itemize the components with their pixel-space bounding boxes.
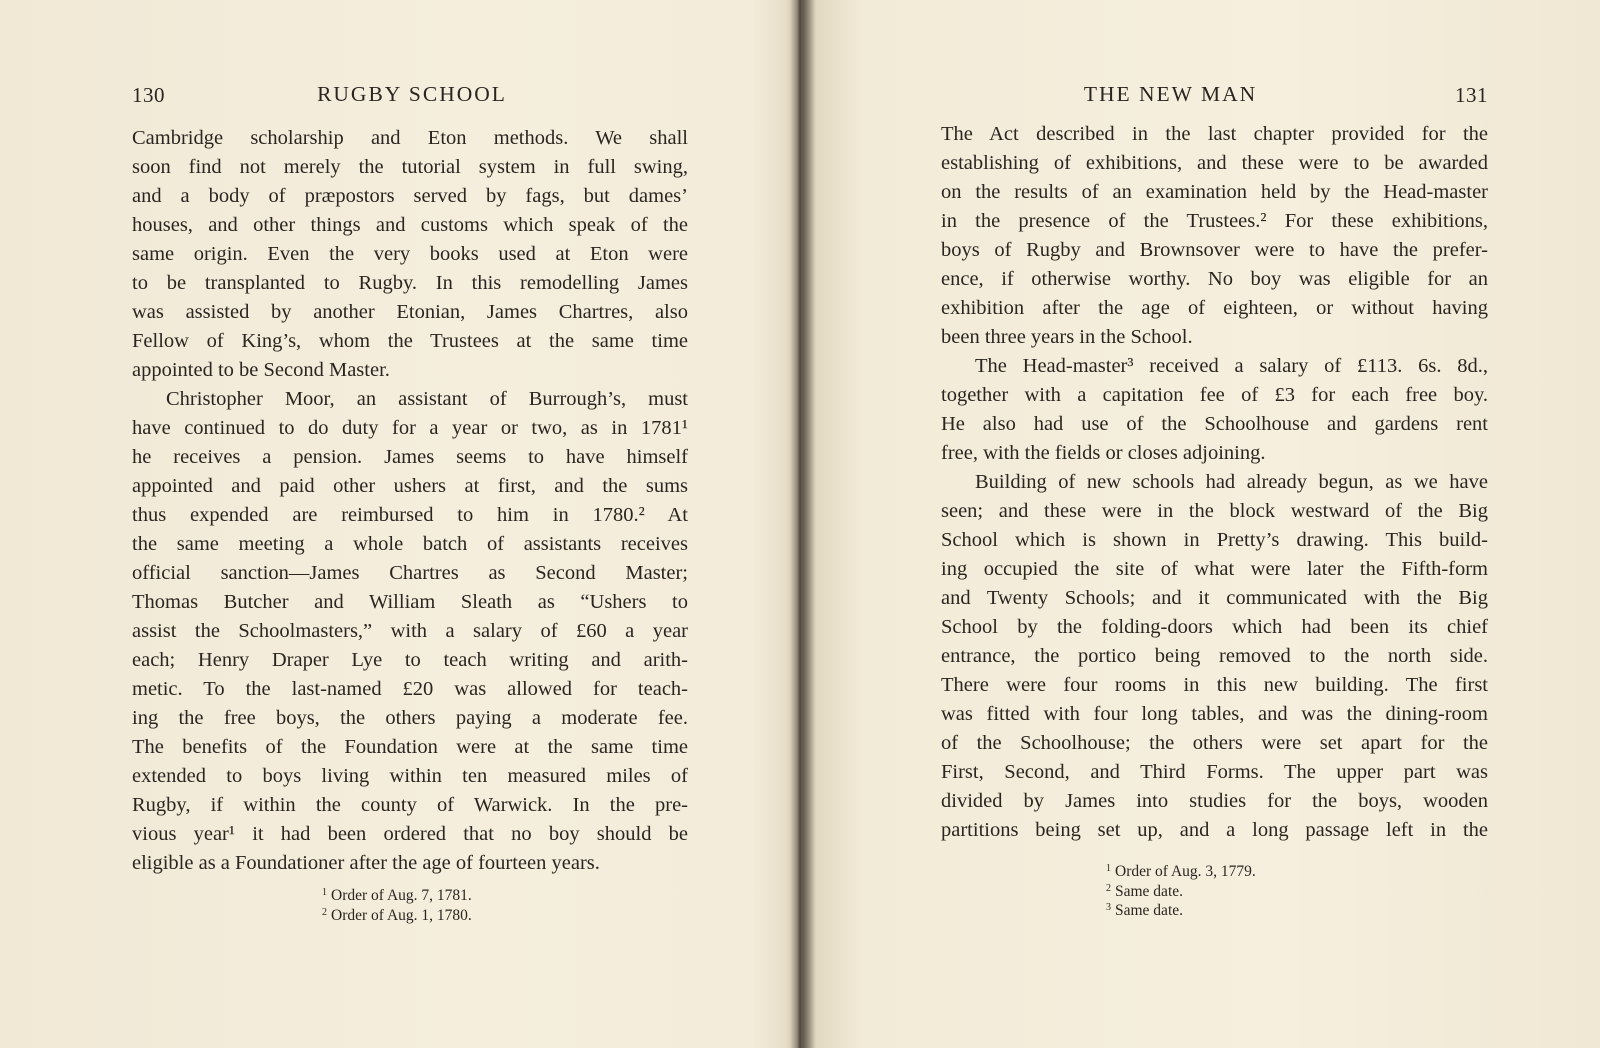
footnote: [1106, 882, 1256, 902]
text-line: ing occupied the site of what were later the Fifth-form: [941, 558, 1488, 580]
text-line: Thomas Butcher and William Sleath as “Ushers to: [132, 591, 688, 613]
text-line: Christopher Moor, an assistant of Burrough’s, must: [166, 388, 688, 410]
footnote: [322, 906, 472, 926]
footnotes: [1106, 862, 1256, 921]
text-line: entrance, the portico being removed to the north side.: [941, 645, 1488, 667]
footnote-mark: 1: [322, 887, 327, 898]
text-line: The Act described in the last chapter provided for the: [941, 123, 1488, 145]
text-line: ence, if otherwise worthy. No boy was eligible for an: [941, 268, 1488, 290]
footnote-mark: 2: [1106, 882, 1111, 894]
text-line: of the Schoolhouse; the others were set apart for the: [941, 732, 1488, 754]
footnote-text: Order of Aug. 3, 1779.: [1115, 863, 1256, 880]
running-title: THE NEW MAN: [1083, 82, 1258, 106]
text-line: Building of new schools had already begun, as we have: [975, 471, 1488, 493]
text-line: ing the free boys, the others paying a moderate fee.: [132, 707, 688, 729]
text-line: The benefits of the Foundation were at the same time: [132, 736, 688, 758]
text-line: each; Henry Draper Lye to teach writing and arith-: [132, 649, 688, 671]
footnote-text: Order of Aug. 7, 1781.: [331, 887, 472, 904]
text-line: Cambridge scholarship and Eton methods. We shall: [132, 127, 688, 149]
footnote: [1106, 862, 1256, 882]
body-text: [132, 124, 688, 878]
text-line: metic. To the last-named £20 was allowed for teach-: [132, 678, 688, 700]
text-line: School which is shown in Pretty’s drawing. This build-: [941, 529, 1488, 551]
text-line: partitions being set up, and a long passage left in the: [941, 819, 1488, 841]
text-line: School by the folding-doors which had been its chief: [941, 616, 1488, 638]
text-line: seen; and these were in the block westward of the Big: [941, 500, 1488, 522]
text-line: First, Second, and Third Forms. The upper part was: [941, 761, 1488, 783]
text-line: extended to boys living within ten measured miles of: [132, 765, 688, 787]
text-line: and a body of præpostors served by fags, but dames’: [132, 185, 688, 207]
text-line: establishing of exhibitions, and these were to be awarded: [941, 152, 1488, 174]
text-line: was fitted with four long tables, and was the dining-room: [941, 703, 1488, 725]
text-line: He also had use of the Schoolhouse and gardens rent: [941, 413, 1488, 435]
book-gutter: [786, 0, 814, 1048]
text-line: boys of Rugby and Brownsover were to have the prefer-: [941, 239, 1488, 261]
text-line: assist the Schoolmasters,” with a salary of £60 a year: [132, 620, 688, 642]
text-line: soon find not merely the tutorial system in full swing,: [132, 156, 688, 178]
running-title: RUGBY SCHOOL: [317, 82, 507, 106]
footnote: [1106, 901, 1256, 921]
paragraph: [941, 468, 1488, 845]
text-line: been three years in the School.: [941, 326, 1193, 348]
footnotes: [322, 886, 472, 925]
footnote-mark: 3: [1106, 902, 1111, 913]
text-line: thus expended are reimbursed to him in 1780.² At: [132, 504, 688, 526]
footnote: [322, 886, 472, 906]
text-line: and Twenty Schools; and it communicated with the Big: [941, 587, 1488, 609]
running-head: [132, 82, 688, 112]
text-line: official sanction—James Chartres as Second Master;: [132, 562, 688, 584]
running-head: [941, 82, 1488, 112]
footnote-text: Same date.: [1115, 882, 1184, 900]
text-line: The Head-master³ received a salary of £113. 6s. 8d.,: [975, 355, 1488, 377]
footnote-mark: 2: [322, 906, 327, 918]
text-line: on the results of an examination held by the Head-master: [941, 181, 1488, 203]
paragraph: [941, 120, 1488, 352]
text-line: appointed and paid other ushers at first, and the sums: [132, 475, 688, 497]
page-number: 130: [132, 83, 165, 107]
footnote-mark: 1: [1106, 863, 1111, 874]
text-line: the same meeting a whole batch of assistants receives: [132, 533, 688, 555]
text-line: was assisted by another Etonian, James Chartres, also: [132, 301, 688, 323]
text-line: have continued to do duty for a year or two, as in 1781¹: [132, 417, 688, 439]
text-line: in the presence of the Trustees.² For these exhibitions,: [941, 210, 1488, 232]
page-number: 131: [1455, 83, 1488, 107]
text-line: together with a capitation fee of £3 for each free boy.: [941, 384, 1488, 406]
text-line: appointed to be Second Master.: [132, 359, 390, 381]
footnote-text: Same date.: [1115, 902, 1184, 919]
text-line: eligible as a Foundationer after the age of fourteen years.: [132, 852, 600, 874]
text-line: houses, and other things and customs which speak of the: [132, 214, 688, 236]
paragraph: [132, 385, 688, 878]
text-line: divided by James into studies for the boys, wooden: [941, 790, 1488, 812]
paragraph: [132, 124, 688, 385]
text-line: free, with the fields or closes adjoining.: [941, 442, 1266, 464]
text-line: vious year¹ it had been ordered that no boy should be: [132, 823, 688, 845]
text-line: to be transplanted to Rugby. In this remodelling James: [132, 272, 688, 294]
body-text: [941, 120, 1488, 845]
paragraph: [941, 352, 1488, 468]
text-line: he receives a pension. James seems to have himself: [132, 446, 688, 468]
text-line: exhibition after the age of eighteen, or without having: [941, 297, 1488, 319]
text-line: Rugby, if within the county of Warwick. In the pre-: [132, 794, 688, 816]
text-line: same origin. Even the very books used at Eton were: [132, 243, 688, 265]
text-line: There were four rooms in this new building. The first: [941, 674, 1488, 696]
text-line: Fellow of King’s, whom the Trustees at the same time: [132, 330, 688, 352]
footnote-text: Order of Aug. 1, 1780.: [331, 906, 472, 924]
